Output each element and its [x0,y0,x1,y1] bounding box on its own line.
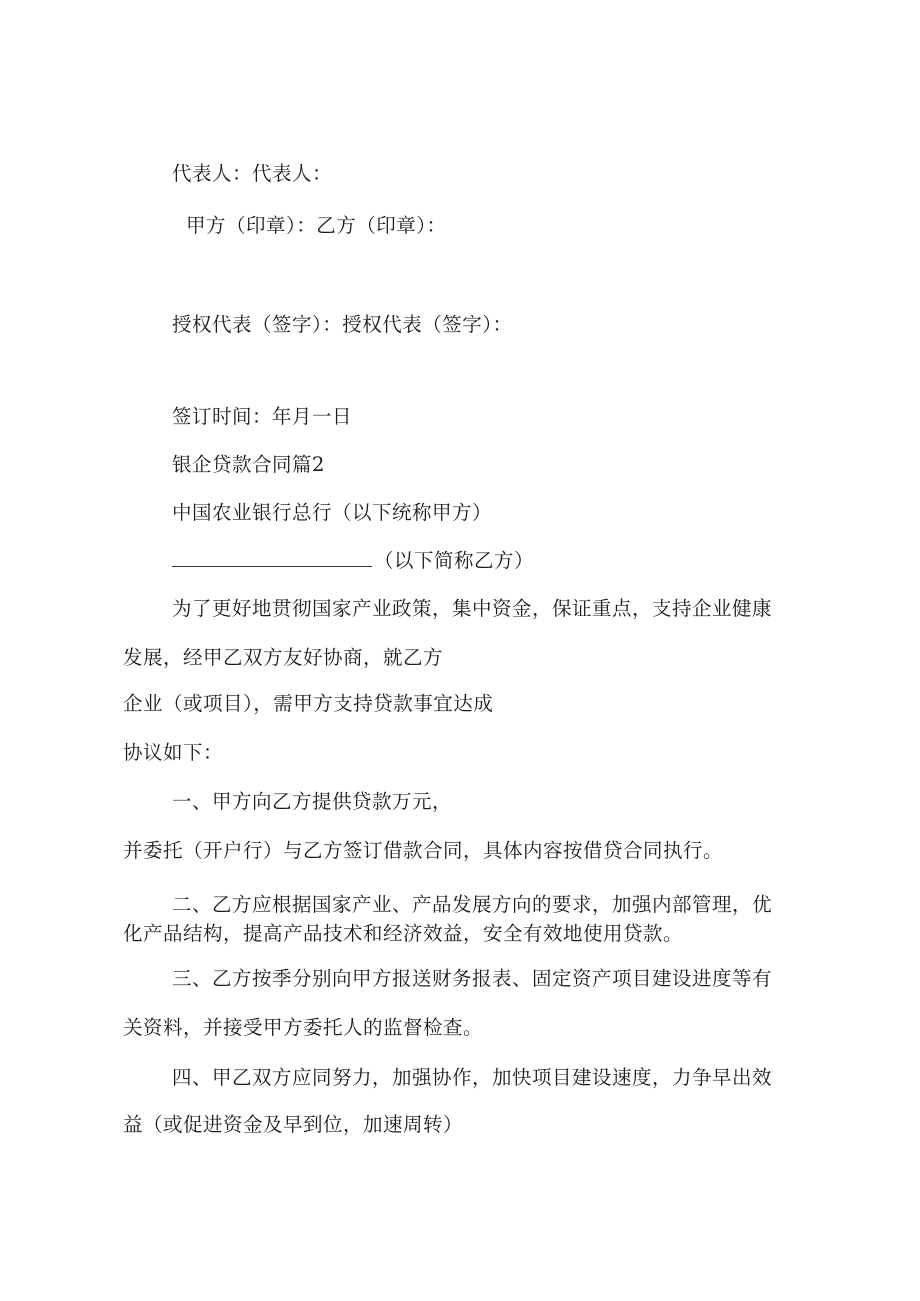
clause-4-line-2: 益（或促进资金及早到位，加速周转） [123,1113,464,1136]
clause-1-line-2: 并委托（开户行）与乙方签订借款合同，具体内容按借贷合同执行。 [123,839,724,862]
clause-4-line-1: 四、甲乙双方应同努力，加强协作，加快项目建设速度，力争早出效 [172,1066,773,1089]
clause-3-line-1: 三、乙方按季分别向甲方报送财务报表、固定资产项目建设进度等有 [172,967,773,990]
representatives-line: 代表人：代表人： [172,162,333,185]
preamble-line-3: 企业（或项目），需甲方支持贷款事宜达成 [123,692,494,715]
authorized-signature-line: 授权代表（签字）：授权代表（签字）： [172,313,513,336]
party-b-blank-field [172,549,372,567]
clause-2-line-2: 化产品结构，提高产品技术和经济效益，安全有效地使用贷款。 [123,922,684,945]
party-a-line: 中国农业银行总行（以下统称甲方） [172,501,493,524]
seals-line: 甲方（印章）：乙方（印章）： [186,214,447,237]
preamble-line-4: 协议如下： [123,741,224,764]
party-b-suffix: （以下简称乙方） [374,549,535,572]
clause-1-line-1: 一、甲方向乙方提供贷款万元， [172,790,453,813]
preamble-line-1: 为了更好地贯彻国家产业政策，集中资金，保证重点，支持企业健康 [172,597,773,620]
clause-3-line-2: 关资料，并接受甲方委托人的监督检查。 [123,1016,484,1039]
contract-title: 银企贷款合同篇2 [172,453,325,476]
clause-2-line-1: 二、乙方应根据国家产业、产品发展方向的要求，加强内部管理，优 [172,893,773,916]
sign-date-line: 签订时间：年月一日 [172,405,353,428]
preamble-line-2: 发展，经甲乙双方友好协商，就乙方 [123,646,444,669]
party-b-line [172,549,534,573]
